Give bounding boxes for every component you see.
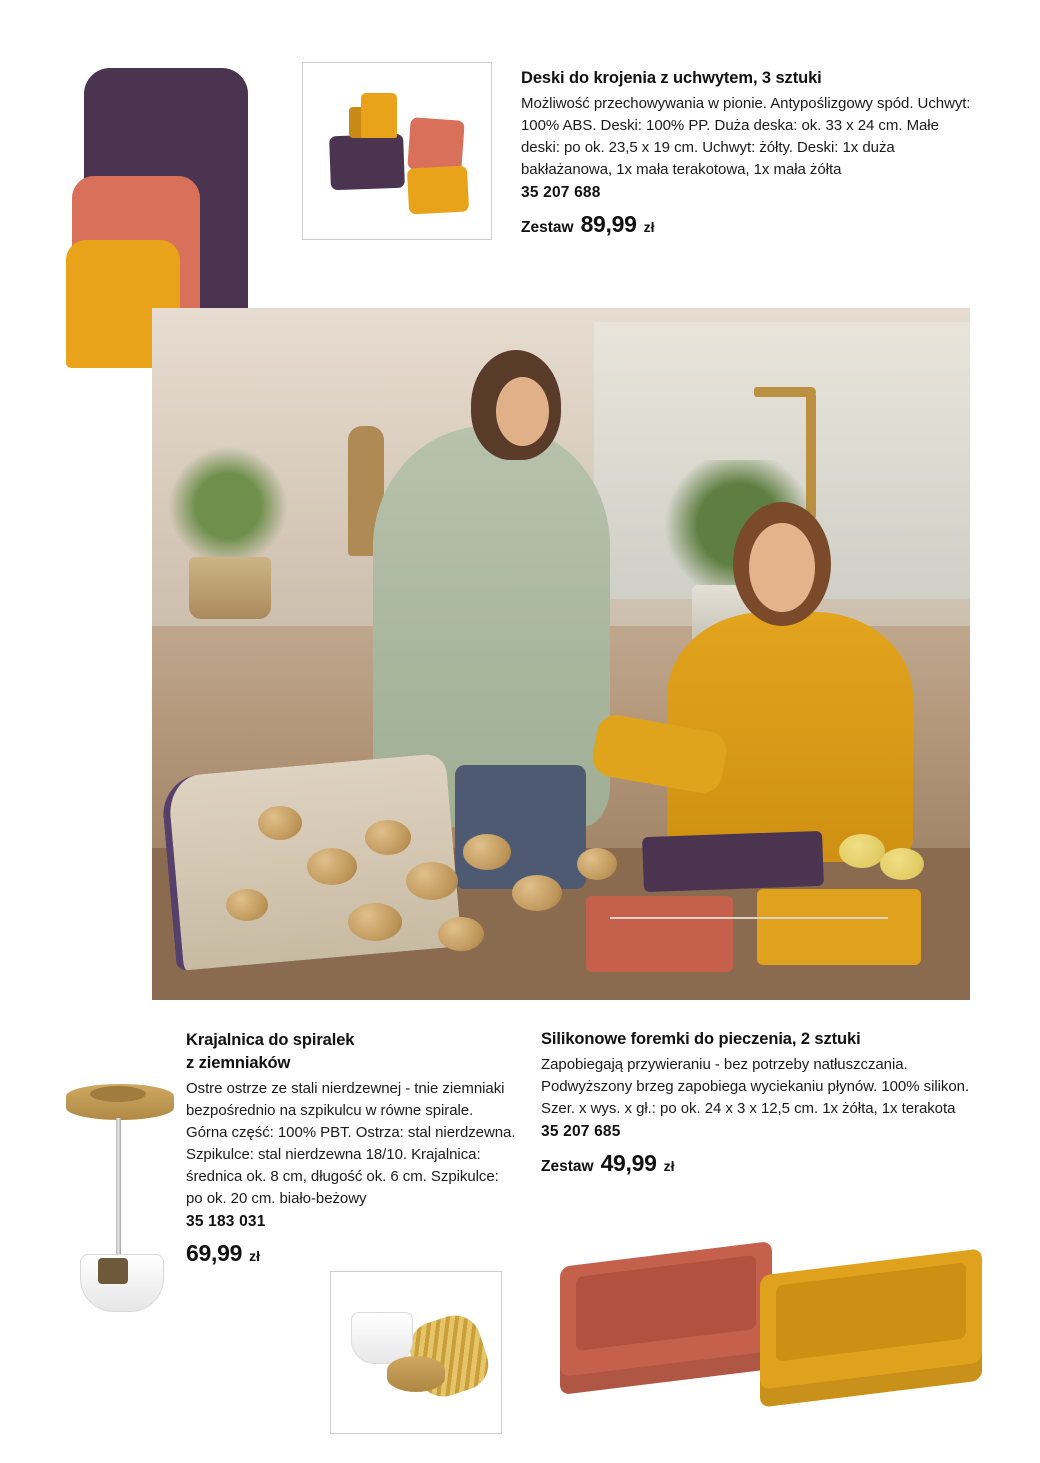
thumb-slicer-lid	[387, 1356, 445, 1392]
photo-potato	[577, 848, 617, 880]
product-code: 35 183 031	[186, 1212, 266, 1230]
product-description: Możliwość przechowywania w pionie. Antypoślizgowy spód. Uchwyt: 100% ABS. Deski: 100% PP. Duża deska: ok. 33 x 24 cm. Małe deski: po ok. 23,5 x 19 cm. Uchwyt: żółty. Deski: 1x duża bakłażanowa, 1x mała terakotowa, 1x mała żółta	[521, 94, 971, 178]
price-value: 89,99	[580, 210, 637, 237]
photo-potato	[365, 820, 411, 855]
product-block-spiral-slicer	[186, 1030, 516, 1267]
price-row	[186, 1240, 516, 1267]
photo-girl-face	[749, 523, 814, 613]
price-currency: zł	[249, 1247, 260, 1264]
price-currency: zł	[643, 218, 655, 235]
photo-potato	[463, 834, 511, 870]
photo-potato	[438, 917, 484, 951]
mold-terracotta	[560, 1241, 772, 1395]
product-code: 35 207 688	[521, 183, 601, 201]
thumbnail-inner	[303, 63, 491, 239]
slicer-top-inner	[90, 1086, 146, 1102]
thumb-handle-yellow	[361, 93, 397, 138]
price-row	[541, 1150, 991, 1177]
photo-peeled-potato	[880, 848, 924, 880]
product-description: Zapobiegają przywieraniu - bez potrzeby natłuszczania. Podwyższony brzeg zapobiega wyciekaniu płynów. 100% silikon. Szer. x wys. x gł.: po ok. 24 x 3 x 12,5 cm. 1x żółta, 1x terakota	[541, 1055, 970, 1117]
thumb-board-yellow	[407, 165, 469, 214]
mold-yellow	[760, 1248, 982, 1407]
price-label: Zestaw	[521, 218, 574, 236]
photo-board-aubergine	[642, 831, 824, 893]
mold-terracotta-inner	[576, 1255, 756, 1351]
product-title: Silikonowe foremki do pieczenia, 2 sztuki	[541, 1030, 861, 1048]
silicone-molds-product-image	[560, 1240, 990, 1440]
lifestyle-photo-kitchen	[152, 308, 970, 1000]
spiral-slicer-product-image	[58, 1078, 186, 1318]
slicer-base-inner	[98, 1258, 128, 1284]
product-title-line2: z ziemniaków	[186, 1053, 291, 1072]
price-value: 69,99	[186, 1239, 243, 1266]
photo-peeled-potato	[839, 834, 885, 868]
photo-woman-jeans	[455, 765, 586, 890]
product-title: Deski do krojenia z uchwytem, 3 sztuki	[521, 69, 822, 87]
photo-tray-yellow	[757, 889, 921, 965]
photo-tray-terracotta	[586, 896, 733, 972]
product-description: Ostre ostrze ze stali nierdzewnej - tnie ziemniaki bezpośrednio na szpikulcu w równe spirale. Górna część: 100% PBT. Ostrza: stal nierdzewna. Szpikulce: stal nierdzewna 18/10. Krajalnica: średnica ok. 8 cm, długość ok. 6 cm. Szpikulce: po ok. 20 cm. biało-beżowy	[186, 1079, 516, 1207]
price-value: 49,99	[600, 1149, 657, 1176]
photo-slicer-wire	[610, 917, 888, 919]
photo-woman-face	[496, 377, 549, 446]
photo-plant-left	[168, 446, 288, 566]
photo-pot-left	[189, 557, 271, 619]
price-label: Zestaw	[541, 1157, 594, 1175]
slicer-skewer	[116, 1118, 121, 1266]
thumb-board-aubergine	[329, 134, 405, 191]
spiral-slicer-thumbnail	[330, 1271, 502, 1434]
thumb-board-terracotta	[407, 117, 464, 173]
product-title-line1: Krajalnica do spiralek	[186, 1031, 355, 1049]
photo-potato	[406, 862, 458, 900]
photo-potato	[307, 848, 357, 885]
cutting-boards-thumbnail	[302, 62, 492, 240]
product-block-cutting-boards	[521, 68, 981, 238]
mold-yellow-inner	[776, 1262, 966, 1361]
price-currency: zł	[663, 1157, 675, 1174]
price-row	[521, 211, 981, 238]
product-code: 35 207 685	[541, 1122, 621, 1140]
photo-potato	[226, 889, 268, 921]
product-block-silicone-molds	[541, 1029, 991, 1177]
